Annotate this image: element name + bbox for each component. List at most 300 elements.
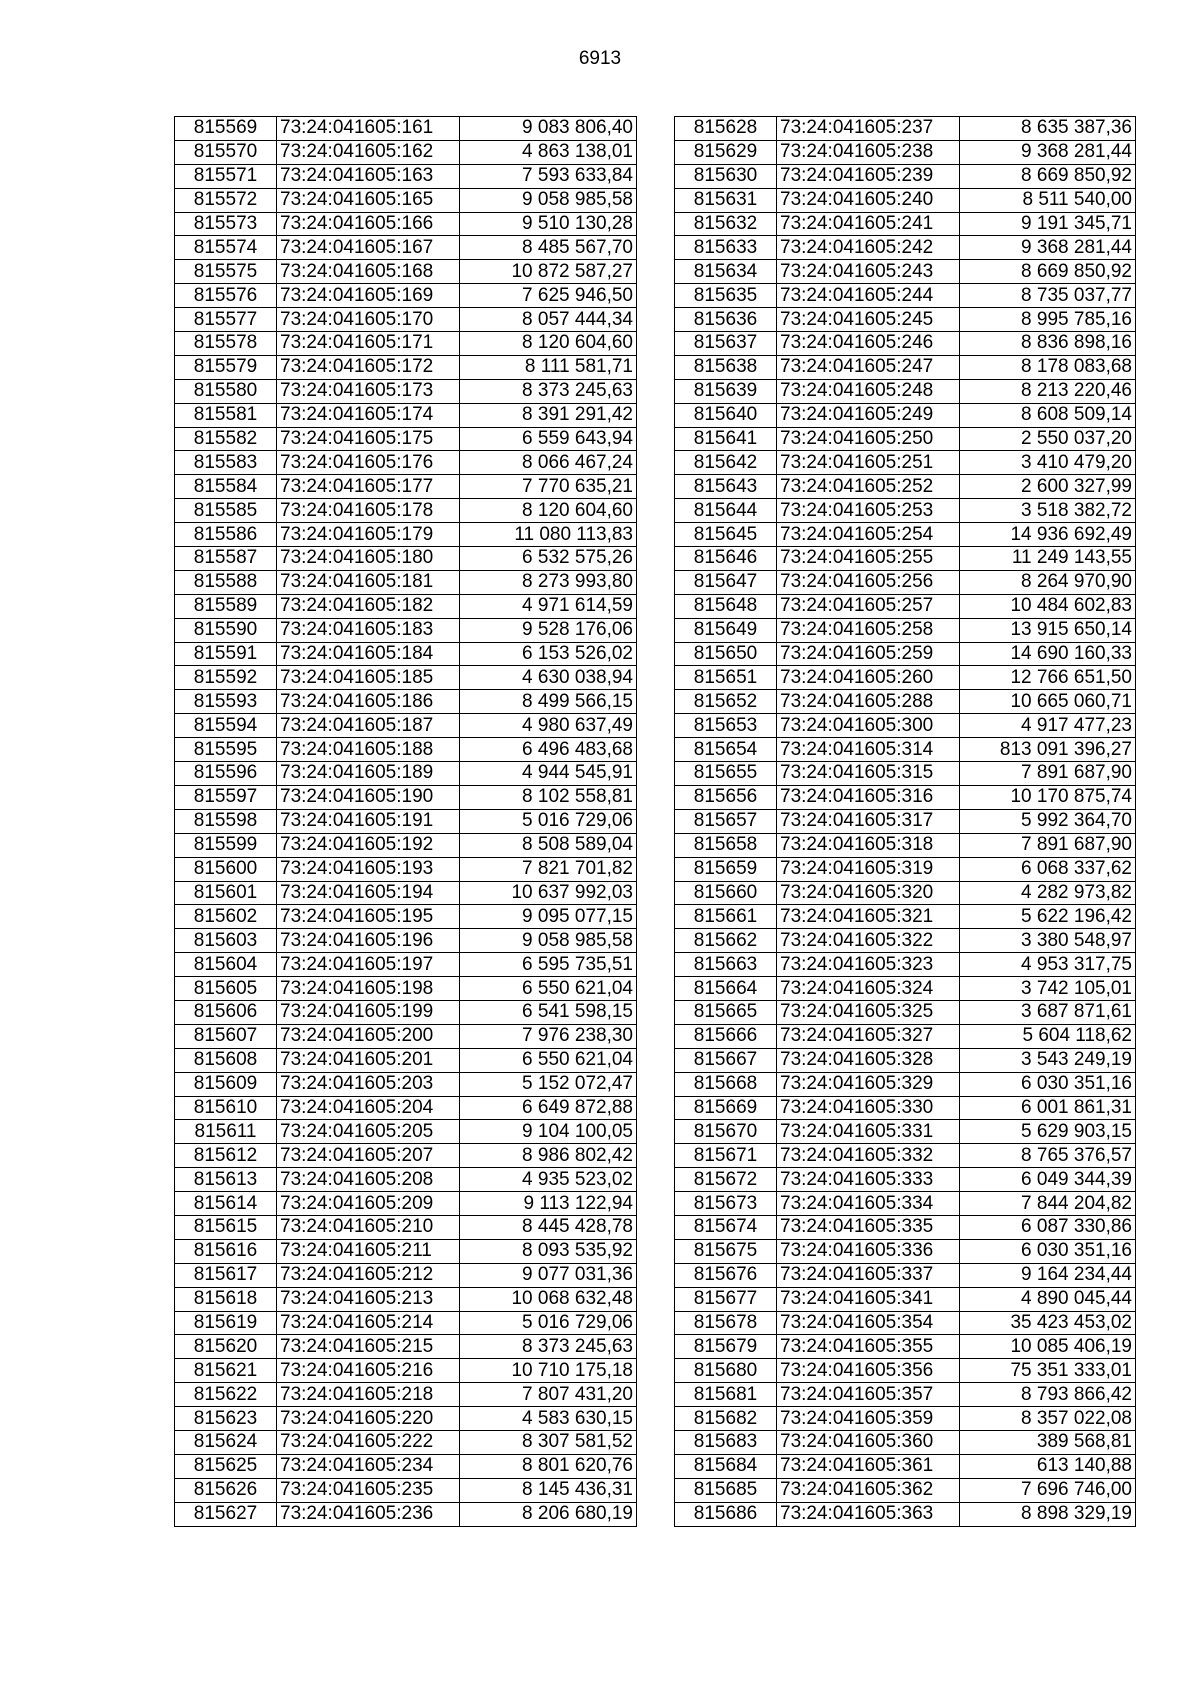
value-cell: 35 423 453,02	[960, 1311, 1136, 1335]
cadastral-number-cell: 73:24:041605:251	[777, 451, 960, 475]
value-cell: 4 630 038,94	[460, 666, 637, 690]
value-cell: 8 307 581,52	[460, 1430, 637, 1454]
table-row	[675, 642, 1136, 666]
value-cell: 8 995 785,16	[960, 308, 1136, 332]
table-row	[175, 1478, 637, 1502]
table-row	[175, 1335, 637, 1359]
table-row	[675, 1335, 1136, 1359]
value-cell: 75 351 333,01	[960, 1359, 1136, 1383]
table-row	[675, 809, 1136, 833]
page-number: 6913	[578, 48, 622, 69]
value-cell: 10 484 602,83	[960, 594, 1136, 618]
table-row	[675, 284, 1136, 308]
cadastral-number-cell: 73:24:041605:237	[777, 117, 960, 141]
row-number-cell: 815641	[675, 427, 777, 451]
table-row	[175, 1407, 637, 1431]
row-number-cell: 815608	[175, 1048, 277, 1072]
table-row	[675, 523, 1136, 547]
row-number-cell: 815619	[175, 1311, 277, 1335]
row-number-cell: 815663	[675, 953, 777, 977]
table-row	[175, 1168, 637, 1192]
row-number-cell: 815685	[675, 1478, 777, 1502]
table-row	[675, 1072, 1136, 1096]
row-number-cell: 815670	[675, 1120, 777, 1144]
value-cell: 3 687 871,61	[960, 1000, 1136, 1024]
row-number-cell: 815627	[175, 1502, 277, 1526]
table-row	[675, 140, 1136, 164]
row-number-cell: 815632	[675, 212, 777, 236]
value-cell: 7 696 746,00	[960, 1478, 1136, 1502]
cadastral-number-cell: 73:24:041605:248	[777, 379, 960, 403]
cadastral-number-cell: 73:24:041605:356	[777, 1359, 960, 1383]
cadastral-number-cell: 73:24:041605:329	[777, 1072, 960, 1096]
table-row	[175, 308, 637, 332]
cadastral-number-cell: 73:24:041605:177	[277, 475, 460, 499]
value-cell: 6 087 330,86	[960, 1215, 1136, 1239]
cadastral-number-cell: 73:24:041605:260	[777, 666, 960, 690]
row-number-cell: 815576	[175, 284, 277, 308]
value-cell: 8 357 022,08	[960, 1407, 1136, 1431]
row-number-cell: 815671	[675, 1144, 777, 1168]
row-number-cell: 815602	[175, 905, 277, 929]
value-cell: 5 992 364,70	[960, 809, 1136, 833]
value-cell: 8 120 604,60	[460, 499, 637, 523]
cadastral-number-cell: 73:24:041605:173	[277, 379, 460, 403]
cadastral-number-cell: 73:24:041605:187	[277, 714, 460, 738]
row-number-cell: 815575	[175, 260, 277, 284]
cadastral-number-cell: 73:24:041605:257	[777, 594, 960, 618]
cadastral-number-cell: 73:24:041605:323	[777, 953, 960, 977]
table-row	[675, 499, 1136, 523]
value-cell: 6 001 861,31	[960, 1096, 1136, 1120]
table-row	[175, 547, 637, 571]
cadastral-number-cell: 73:24:041605:247	[777, 355, 960, 379]
value-cell: 8 102 558,81	[460, 785, 637, 809]
cadastral-number-cell: 73:24:041605:336	[777, 1239, 960, 1263]
table-row	[175, 188, 637, 212]
row-number-cell: 815611	[175, 1120, 277, 1144]
value-cell: 8 373 245,63	[460, 379, 637, 403]
cadastral-number-cell: 73:24:041605:361	[777, 1454, 960, 1478]
value-cell: 8 273 993,80	[460, 570, 637, 594]
table-row	[175, 929, 637, 953]
cadastral-number-cell: 73:24:041605:235	[277, 1478, 460, 1502]
row-number-cell: 815631	[675, 188, 777, 212]
value-cell: 8 499 566,15	[460, 690, 637, 714]
row-number-cell: 815601	[175, 881, 277, 905]
cadastral-number-cell: 73:24:041605:241	[777, 212, 960, 236]
value-cell: 9 113 122,94	[460, 1192, 637, 1216]
row-number-cell: 815612	[175, 1144, 277, 1168]
value-cell: 8 264 970,90	[960, 570, 1136, 594]
cadastral-number-cell: 73:24:041605:341	[777, 1287, 960, 1311]
cadastral-number-cell: 73:24:041605:360	[777, 1430, 960, 1454]
table-row	[675, 260, 1136, 284]
table-row	[175, 1239, 637, 1263]
row-number-cell: 815583	[175, 451, 277, 475]
value-cell: 9 058 985,58	[460, 929, 637, 953]
table-row	[675, 1000, 1136, 1024]
table-row	[175, 762, 637, 786]
value-cell: 3 518 382,72	[960, 499, 1136, 523]
table-row	[675, 1192, 1136, 1216]
table-row	[675, 1239, 1136, 1263]
cadastral-number-cell: 73:24:041605:325	[777, 1000, 960, 1024]
cadastral-number-cell: 73:24:041605:170	[277, 308, 460, 332]
row-number-cell: 815639	[675, 379, 777, 403]
row-number-cell: 815647	[675, 570, 777, 594]
cadastral-number-cell: 73:24:041605:204	[277, 1096, 460, 1120]
cadastral-number-cell: 73:24:041605:244	[777, 284, 960, 308]
table-row	[175, 1263, 637, 1287]
cadastral-number-cell: 73:24:041605:335	[777, 1215, 960, 1239]
value-cell: 6 030 351,16	[960, 1072, 1136, 1096]
cadastral-number-cell: 73:24:041605:315	[777, 762, 960, 786]
table-row	[175, 1430, 637, 1454]
table-row	[175, 427, 637, 451]
value-cell: 6 496 483,68	[460, 738, 637, 762]
value-cell: 11 080 113,83	[460, 523, 637, 547]
row-number-cell: 815664	[675, 977, 777, 1001]
cadastral-number-cell: 73:24:041605:238	[777, 140, 960, 164]
table-row	[675, 1168, 1136, 1192]
table-row	[675, 308, 1136, 332]
value-cell: 6 595 735,51	[460, 953, 637, 977]
value-cell: 6 153 526,02	[460, 642, 637, 666]
table-row	[175, 355, 637, 379]
row-number-cell: 815642	[675, 451, 777, 475]
row-number-cell: 815678	[675, 1311, 777, 1335]
row-number-cell: 815681	[675, 1383, 777, 1407]
cadastral-number-cell: 73:24:041605:322	[777, 929, 960, 953]
table-row	[675, 1311, 1136, 1335]
row-number-cell: 815683	[675, 1430, 777, 1454]
row-number-cell: 815587	[175, 547, 277, 571]
table-row	[175, 905, 637, 929]
value-cell: 6 559 643,94	[460, 427, 637, 451]
cadastral-number-cell: 73:24:041605:193	[277, 857, 460, 881]
cadastral-number-cell: 73:24:041605:188	[277, 738, 460, 762]
cadastral-number-cell: 73:24:041605:252	[777, 475, 960, 499]
row-number-cell: 815674	[675, 1215, 777, 1239]
cadastral-number-cell: 73:24:041605:317	[777, 809, 960, 833]
table-row	[675, 355, 1136, 379]
row-number-cell: 815589	[175, 594, 277, 618]
row-number-cell: 815665	[675, 1000, 777, 1024]
row-number-cell: 815579	[175, 355, 277, 379]
row-number-cell: 815625	[175, 1454, 277, 1478]
value-cell: 8 093 535,92	[460, 1239, 637, 1263]
row-number-cell: 815577	[175, 308, 277, 332]
value-cell: 5 622 196,42	[960, 905, 1136, 929]
cadastral-number-cell: 73:24:041605:259	[777, 642, 960, 666]
cadastral-number-cell: 73:24:041605:200	[277, 1024, 460, 1048]
value-cell: 8 178 083,68	[960, 355, 1136, 379]
value-cell: 6 649 872,88	[460, 1096, 637, 1120]
table-row	[675, 762, 1136, 786]
table-row	[175, 833, 637, 857]
table-row	[675, 1287, 1136, 1311]
cadastral-number-cell: 73:24:041605:331	[777, 1120, 960, 1144]
table-row	[675, 188, 1136, 212]
row-number-cell: 815686	[675, 1502, 777, 1526]
cadastral-number-cell: 73:24:041605:359	[777, 1407, 960, 1431]
row-number-cell: 815592	[175, 666, 277, 690]
row-number-cell: 815596	[175, 762, 277, 786]
value-cell: 6 068 337,62	[960, 857, 1136, 881]
cadastral-number-cell: 73:24:041605:314	[777, 738, 960, 762]
row-number-cell: 815569	[175, 117, 277, 141]
value-cell: 7 891 687,90	[960, 833, 1136, 857]
table-row	[175, 1192, 637, 1216]
cadastral-number-cell: 73:24:041605:318	[777, 833, 960, 857]
table-row	[675, 953, 1136, 977]
row-number-cell: 815638	[675, 355, 777, 379]
cadastral-number-cell: 73:24:041605:195	[277, 905, 460, 929]
table-row	[175, 1311, 637, 1335]
row-number-cell: 815656	[675, 785, 777, 809]
table-row	[175, 570, 637, 594]
row-number-cell: 815672	[675, 1168, 777, 1192]
value-cell: 9 368 281,44	[960, 236, 1136, 260]
row-number-cell: 815607	[175, 1024, 277, 1048]
table-row	[175, 1215, 637, 1239]
cadastral-number-cell: 73:24:041605:222	[277, 1430, 460, 1454]
value-cell: 8 793 866,42	[960, 1383, 1136, 1407]
row-number-cell: 815658	[675, 833, 777, 857]
cadastral-number-cell: 73:24:041605:357	[777, 1383, 960, 1407]
cadastral-number-cell: 73:24:041605:196	[277, 929, 460, 953]
row-number-cell: 815667	[675, 1048, 777, 1072]
cadastral-number-cell: 73:24:041605:240	[777, 188, 960, 212]
table-row	[175, 1287, 637, 1311]
value-cell: 10 085 406,19	[960, 1335, 1136, 1359]
cadastral-number-cell: 73:24:041605:253	[777, 499, 960, 523]
cadastral-number-cell: 73:24:041605:363	[777, 1502, 960, 1526]
row-number-cell: 815628	[675, 117, 777, 141]
value-cell: 4 917 477,23	[960, 714, 1136, 738]
table-row	[175, 857, 637, 881]
table-row	[175, 738, 637, 762]
row-number-cell: 815571	[175, 164, 277, 188]
row-number-cell: 815654	[675, 738, 777, 762]
value-cell: 8 898 329,19	[960, 1502, 1136, 1526]
row-number-cell: 815614	[175, 1192, 277, 1216]
row-number-cell: 815622	[175, 1383, 277, 1407]
cadastral-number-cell: 73:24:041605:288	[777, 690, 960, 714]
table-row	[675, 905, 1136, 929]
value-cell: 10 637 992,03	[460, 881, 637, 905]
row-number-cell: 815570	[175, 140, 277, 164]
cadastral-number-cell: 73:24:041605:300	[777, 714, 960, 738]
value-cell: 10 068 632,48	[460, 1287, 637, 1311]
cadastral-number-cell: 73:24:041605:250	[777, 427, 960, 451]
table-row	[175, 618, 637, 642]
row-number-cell: 815624	[175, 1430, 277, 1454]
cadastral-number-cell: 73:24:041605:242	[777, 236, 960, 260]
value-cell: 4 953 317,75	[960, 953, 1136, 977]
value-cell: 5 152 072,47	[460, 1072, 637, 1096]
table-row	[175, 1096, 637, 1120]
row-number-cell: 815610	[175, 1096, 277, 1120]
row-number-cell: 815666	[675, 1024, 777, 1048]
cadastral-number-cell: 73:24:041605:362	[777, 1478, 960, 1502]
row-number-cell: 815684	[675, 1454, 777, 1478]
table-row	[675, 1024, 1136, 1048]
table-row	[175, 164, 637, 188]
value-cell: 613 140,88	[960, 1454, 1136, 1478]
cadastral-number-cell: 73:24:041605:163	[277, 164, 460, 188]
cadastral-number-cell: 73:24:041605:218	[277, 1383, 460, 1407]
value-cell: 8 986 802,42	[460, 1144, 637, 1168]
value-cell: 7 625 946,50	[460, 284, 637, 308]
cadastral-number-cell: 73:24:041605:184	[277, 642, 460, 666]
table-row	[175, 1048, 637, 1072]
table-row	[675, 666, 1136, 690]
cadastral-number-cell: 73:24:041605:191	[277, 809, 460, 833]
cadastral-number-cell: 73:24:041605:203	[277, 1072, 460, 1096]
row-number-cell: 815657	[675, 809, 777, 833]
value-cell: 389 568,81	[960, 1430, 1136, 1454]
cadastral-number-cell: 73:24:041605:256	[777, 570, 960, 594]
value-cell: 4 935 523,02	[460, 1168, 637, 1192]
cadastral-number-cell: 73:24:041605:234	[277, 1454, 460, 1478]
table-row	[175, 714, 637, 738]
cadastral-number-cell: 73:24:041605:174	[277, 403, 460, 427]
value-cell: 9 191 345,71	[960, 212, 1136, 236]
row-number-cell: 815640	[675, 403, 777, 427]
value-cell: 4 980 637,49	[460, 714, 637, 738]
table-row	[175, 523, 637, 547]
cadastral-number-cell: 73:24:041605:211	[277, 1239, 460, 1263]
table-row	[675, 164, 1136, 188]
value-cell: 5 604 118,62	[960, 1024, 1136, 1048]
cadastral-number-cell: 73:24:041605:324	[777, 977, 960, 1001]
value-cell: 7 807 431,20	[460, 1383, 637, 1407]
value-cell: 8 373 245,63	[460, 1335, 637, 1359]
table-row	[675, 857, 1136, 881]
value-cell: 3 410 479,20	[960, 451, 1136, 475]
value-cell: 9 104 100,05	[460, 1120, 637, 1144]
table-row	[675, 738, 1136, 762]
table-row	[175, 809, 637, 833]
row-number-cell: 815651	[675, 666, 777, 690]
row-number-cell: 815604	[175, 953, 277, 977]
table-row	[675, 977, 1136, 1001]
cadastral-number-cell: 73:24:041605:185	[277, 666, 460, 690]
cadastral-number-cell: 73:24:041605:181	[277, 570, 460, 594]
table-row	[675, 618, 1136, 642]
table-row	[675, 929, 1136, 953]
table-row	[675, 1263, 1136, 1287]
table-row	[175, 1120, 637, 1144]
cadastral-number-cell: 73:24:041605:213	[277, 1287, 460, 1311]
cadastral-number-cell: 73:24:041605:190	[277, 785, 460, 809]
cadastral-number-cell: 73:24:041605:214	[277, 1311, 460, 1335]
row-number-cell: 815593	[175, 690, 277, 714]
row-number-cell: 815613	[175, 1168, 277, 1192]
cadastral-number-cell: 73:24:041605:319	[777, 857, 960, 881]
value-cell: 8 735 037,77	[960, 284, 1136, 308]
value-cell: 8 206 680,19	[460, 1502, 637, 1526]
row-number-cell: 815659	[675, 857, 777, 881]
row-number-cell: 815643	[675, 475, 777, 499]
row-number-cell: 815605	[175, 977, 277, 1001]
value-cell: 13 915 650,14	[960, 618, 1136, 642]
row-number-cell: 815616	[175, 1239, 277, 1263]
cadastral-number-cell: 73:24:041605:334	[777, 1192, 960, 1216]
cadastral-number-cell: 73:24:041605:180	[277, 547, 460, 571]
table-row	[175, 1383, 637, 1407]
table-body	[675, 117, 1136, 1527]
table-row	[175, 1454, 637, 1478]
value-cell: 12 766 651,50	[960, 666, 1136, 690]
table-row	[675, 236, 1136, 260]
value-cell: 8 765 376,57	[960, 1144, 1136, 1168]
cadastral-number-cell: 73:24:041605:168	[277, 260, 460, 284]
cadastral-number-cell: 73:24:041605:337	[777, 1263, 960, 1287]
row-number-cell: 815588	[175, 570, 277, 594]
row-number-cell: 815617	[175, 1263, 277, 1287]
table-row	[175, 236, 637, 260]
value-cell: 7 770 635,21	[460, 475, 637, 499]
table-row	[675, 1096, 1136, 1120]
table-row	[675, 1478, 1136, 1502]
cadastral-number-cell: 73:24:041605:216	[277, 1359, 460, 1383]
row-number-cell: 815649	[675, 618, 777, 642]
cadastral-number-cell: 73:24:041605:246	[777, 332, 960, 356]
row-number-cell: 815621	[175, 1359, 277, 1383]
value-cell: 9 083 806,40	[460, 117, 637, 141]
table-row	[675, 379, 1136, 403]
cadastral-number-cell: 73:24:041605:355	[777, 1335, 960, 1359]
value-cell: 8 213 220,46	[960, 379, 1136, 403]
table-row	[175, 475, 637, 499]
cadastral-number-cell: 73:24:041605:183	[277, 618, 460, 642]
table-row	[175, 642, 637, 666]
table-row	[675, 117, 1136, 141]
table-row	[675, 570, 1136, 594]
value-cell: 3 742 105,01	[960, 977, 1136, 1001]
cadastral-number-cell: 73:24:041605:207	[277, 1144, 460, 1168]
table-row	[675, 403, 1136, 427]
value-cell: 6 030 351,16	[960, 1239, 1136, 1263]
value-cell: 7 821 701,82	[460, 857, 637, 881]
table-row	[675, 332, 1136, 356]
cadastral-number-cell: 73:24:041605:328	[777, 1048, 960, 1072]
row-number-cell: 815676	[675, 1263, 777, 1287]
row-number-cell: 815615	[175, 1215, 277, 1239]
row-number-cell: 815578	[175, 332, 277, 356]
row-number-cell: 815620	[175, 1335, 277, 1359]
value-cell: 8 485 567,70	[460, 236, 637, 260]
cadastral-number-cell: 73:24:041605:210	[277, 1215, 460, 1239]
table-row	[175, 260, 637, 284]
row-number-cell: 815636	[675, 308, 777, 332]
value-cell: 8 836 898,16	[960, 332, 1136, 356]
value-cell: 9 058 985,58	[460, 188, 637, 212]
cadastral-number-cell: 73:24:041605:182	[277, 594, 460, 618]
table-row	[175, 499, 637, 523]
row-number-cell: 815634	[675, 260, 777, 284]
cadastral-number-cell: 73:24:041605:162	[277, 140, 460, 164]
row-number-cell: 815585	[175, 499, 277, 523]
cadastral-number-cell: 73:24:041605:209	[277, 1192, 460, 1216]
row-number-cell: 815594	[175, 714, 277, 738]
value-cell: 4 971 614,59	[460, 594, 637, 618]
value-cell: 8 120 604,60	[460, 332, 637, 356]
row-number-cell: 815677	[675, 1287, 777, 1311]
